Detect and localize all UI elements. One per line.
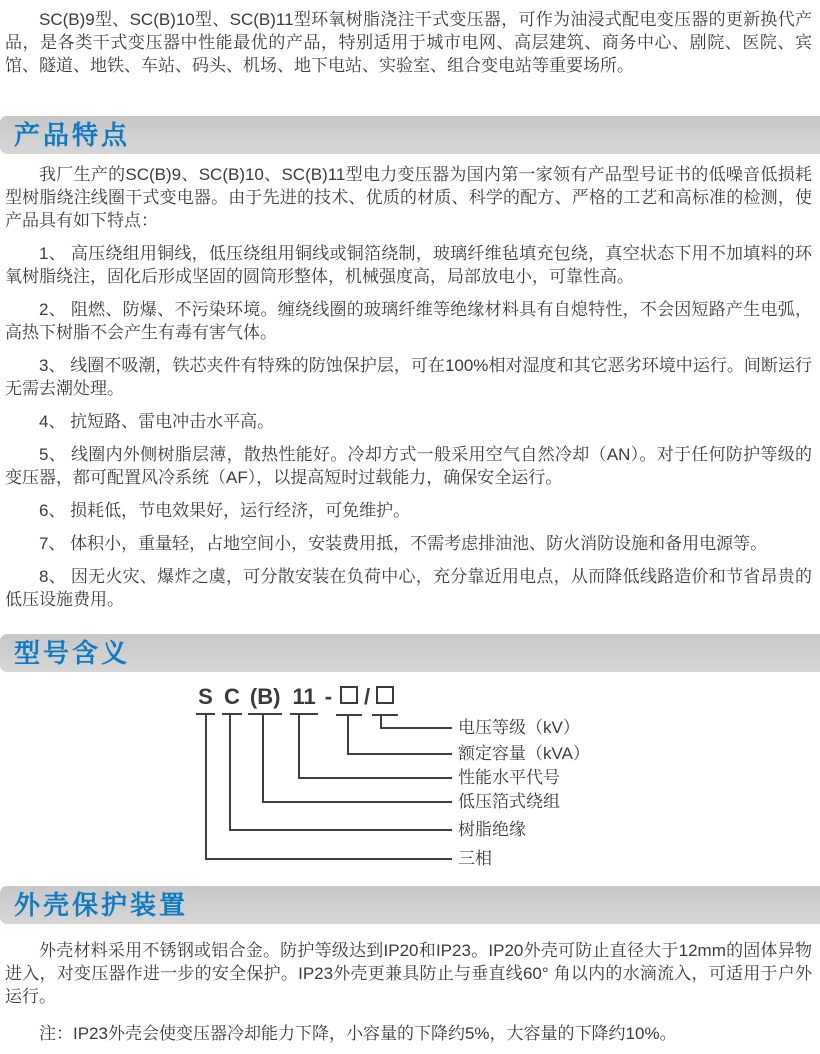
model-code-phase: S [196, 684, 215, 715]
intro-paragraph: SC(B)9型、SC(B)10型、SC(B)11型环氧树脂浇注干式变压器，可作为油浸式配电变压器的更新换代产品，是各类干式变压器中性能最优的产品，特别适用于城市电网、高层建筑、商务中心、剧院、医院、宾馆、隧道、地铁、车站、码头、机场、地下电站、实验室、组合变电站等重要场所。 [5, 10, 812, 75]
model-label-phase: 三相 [458, 849, 492, 868]
section-title-features: 产品特点 [14, 120, 131, 150]
voltage-placeholder-box [372, 684, 398, 716]
model-label-voltage: 电压等级（kV） [458, 718, 580, 737]
diagram-line [205, 858, 452, 860]
feature-item-1: 1、 高压绕组用铜线，低压绕组用铜线或铜箔绕制，玻璃纤维毡填充包绕，真空状态下用不加填料的环氧树脂绕注，固化后形成坚固的圆筒形整体，机械强度高，局部放电小，可靠性高。 [5, 244, 812, 286]
feature-item-8: 8、 因无火灾、爆炸之虞，可分散安装在负荷中心，充分靠近用电点，从而降低线路造价和节省昂贵的低压设施费用。 [5, 567, 812, 609]
diagram-line [298, 714, 300, 779]
section-title-model: 型号含义 [14, 638, 131, 668]
diagram-line [347, 753, 452, 755]
model-code-dash: - [324, 684, 333, 709]
model-label-performance: 性能水平代号 [458, 768, 560, 787]
model-label-resin: 树脂绝缘 [458, 820, 526, 839]
diagram-line [262, 714, 264, 803]
feature-item-5: 5、 线圈内外侧树脂层薄，散热性能好。冷却方式一般采用空气自然冷却（AN）。对于任何防护等级的变压器，都可配置风冷系统（AF），以提高短时过载能力，确保安全运行。 [5, 445, 812, 487]
feature-item-4: 4、 抗短路、雷电冲击水平高。 [39, 412, 275, 431]
square-box-icon [340, 686, 358, 704]
section-header-features [0, 116, 820, 154]
model-code [196, 684, 400, 716]
feature-item-7: 7、 体积小，重量轻，占地空间小，安装费用抵，不需考虑排油池、防火消防设施和备用电源等。 [39, 534, 768, 553]
model-meaning-diagram [0, 672, 820, 872]
diagram-line [229, 714, 231, 831]
diagram-line [380, 727, 452, 729]
diagram-line [205, 714, 207, 860]
enclosure-note: 注：IP23外壳会使变压器冷却能力下降，小容量的下降约5%，大容量的下降约10%。 [39, 1024, 677, 1043]
feature-item-3: 3、 线圈不吸潮，铁芯夹件有特殊的防蚀保护层，可在100%相对湿度和其它恶劣环境中运行。间断运行无需去潮处理。 [5, 356, 812, 398]
diagram-line [262, 801, 452, 803]
enclosure-paragraph: 外壳材料采用不锈钢或铝合金。防护等级达到IP20和IP23。IP20外壳可防止直径大于12mm的固体异物进入，对变压器作进一步的安全保护。IP23外壳更兼具防止与垂直线60° 角以内的水滴流入，可适用于户外运行。 [5, 941, 812, 1006]
model-label-foil: 低压箔式绕组 [458, 792, 560, 811]
section-title-enclosure: 外壳保护装置 [14, 890, 189, 920]
diagram-line [298, 777, 452, 779]
square-box-icon [376, 686, 394, 704]
page [0, 8, 820, 1054]
capacity-placeholder-box [336, 684, 362, 716]
model-code-slash: / [364, 684, 371, 709]
section-header-enclosure [0, 886, 820, 924]
diagram-line [347, 714, 349, 755]
section-header-model [0, 634, 820, 672]
feature-item-2: 2、 阻燃、防爆、不污染环境。缠绕线圈的玻璃纤维等绝缘材料具有自熄特性，不会因短路产生电弧，高热下树脂不会产生有毒有害气体。 [5, 300, 812, 342]
diagram-line [229, 829, 452, 831]
model-code-resin: C [222, 684, 242, 715]
model-label-capacity: 额定容量（kVA） [458, 744, 590, 763]
model-code-foil: (B) [248, 684, 283, 715]
model-code-performance: 11 [290, 684, 317, 715]
features-intro-paragraph: 我厂生产的SC(B)9、SC(B)10、SC(B)11型电力变压器为国内第一家领有产品型号证书的低噪音低损耗型树脂绕注线圈干式变电器。由于先进的技术、优质的材质、科学的配方、严格的工艺和高标准的检测，使产品具有如下特点： [5, 165, 812, 230]
feature-item-6: 6、 损耗低，节电效果好，运行经济，可免维护。 [39, 501, 411, 520]
